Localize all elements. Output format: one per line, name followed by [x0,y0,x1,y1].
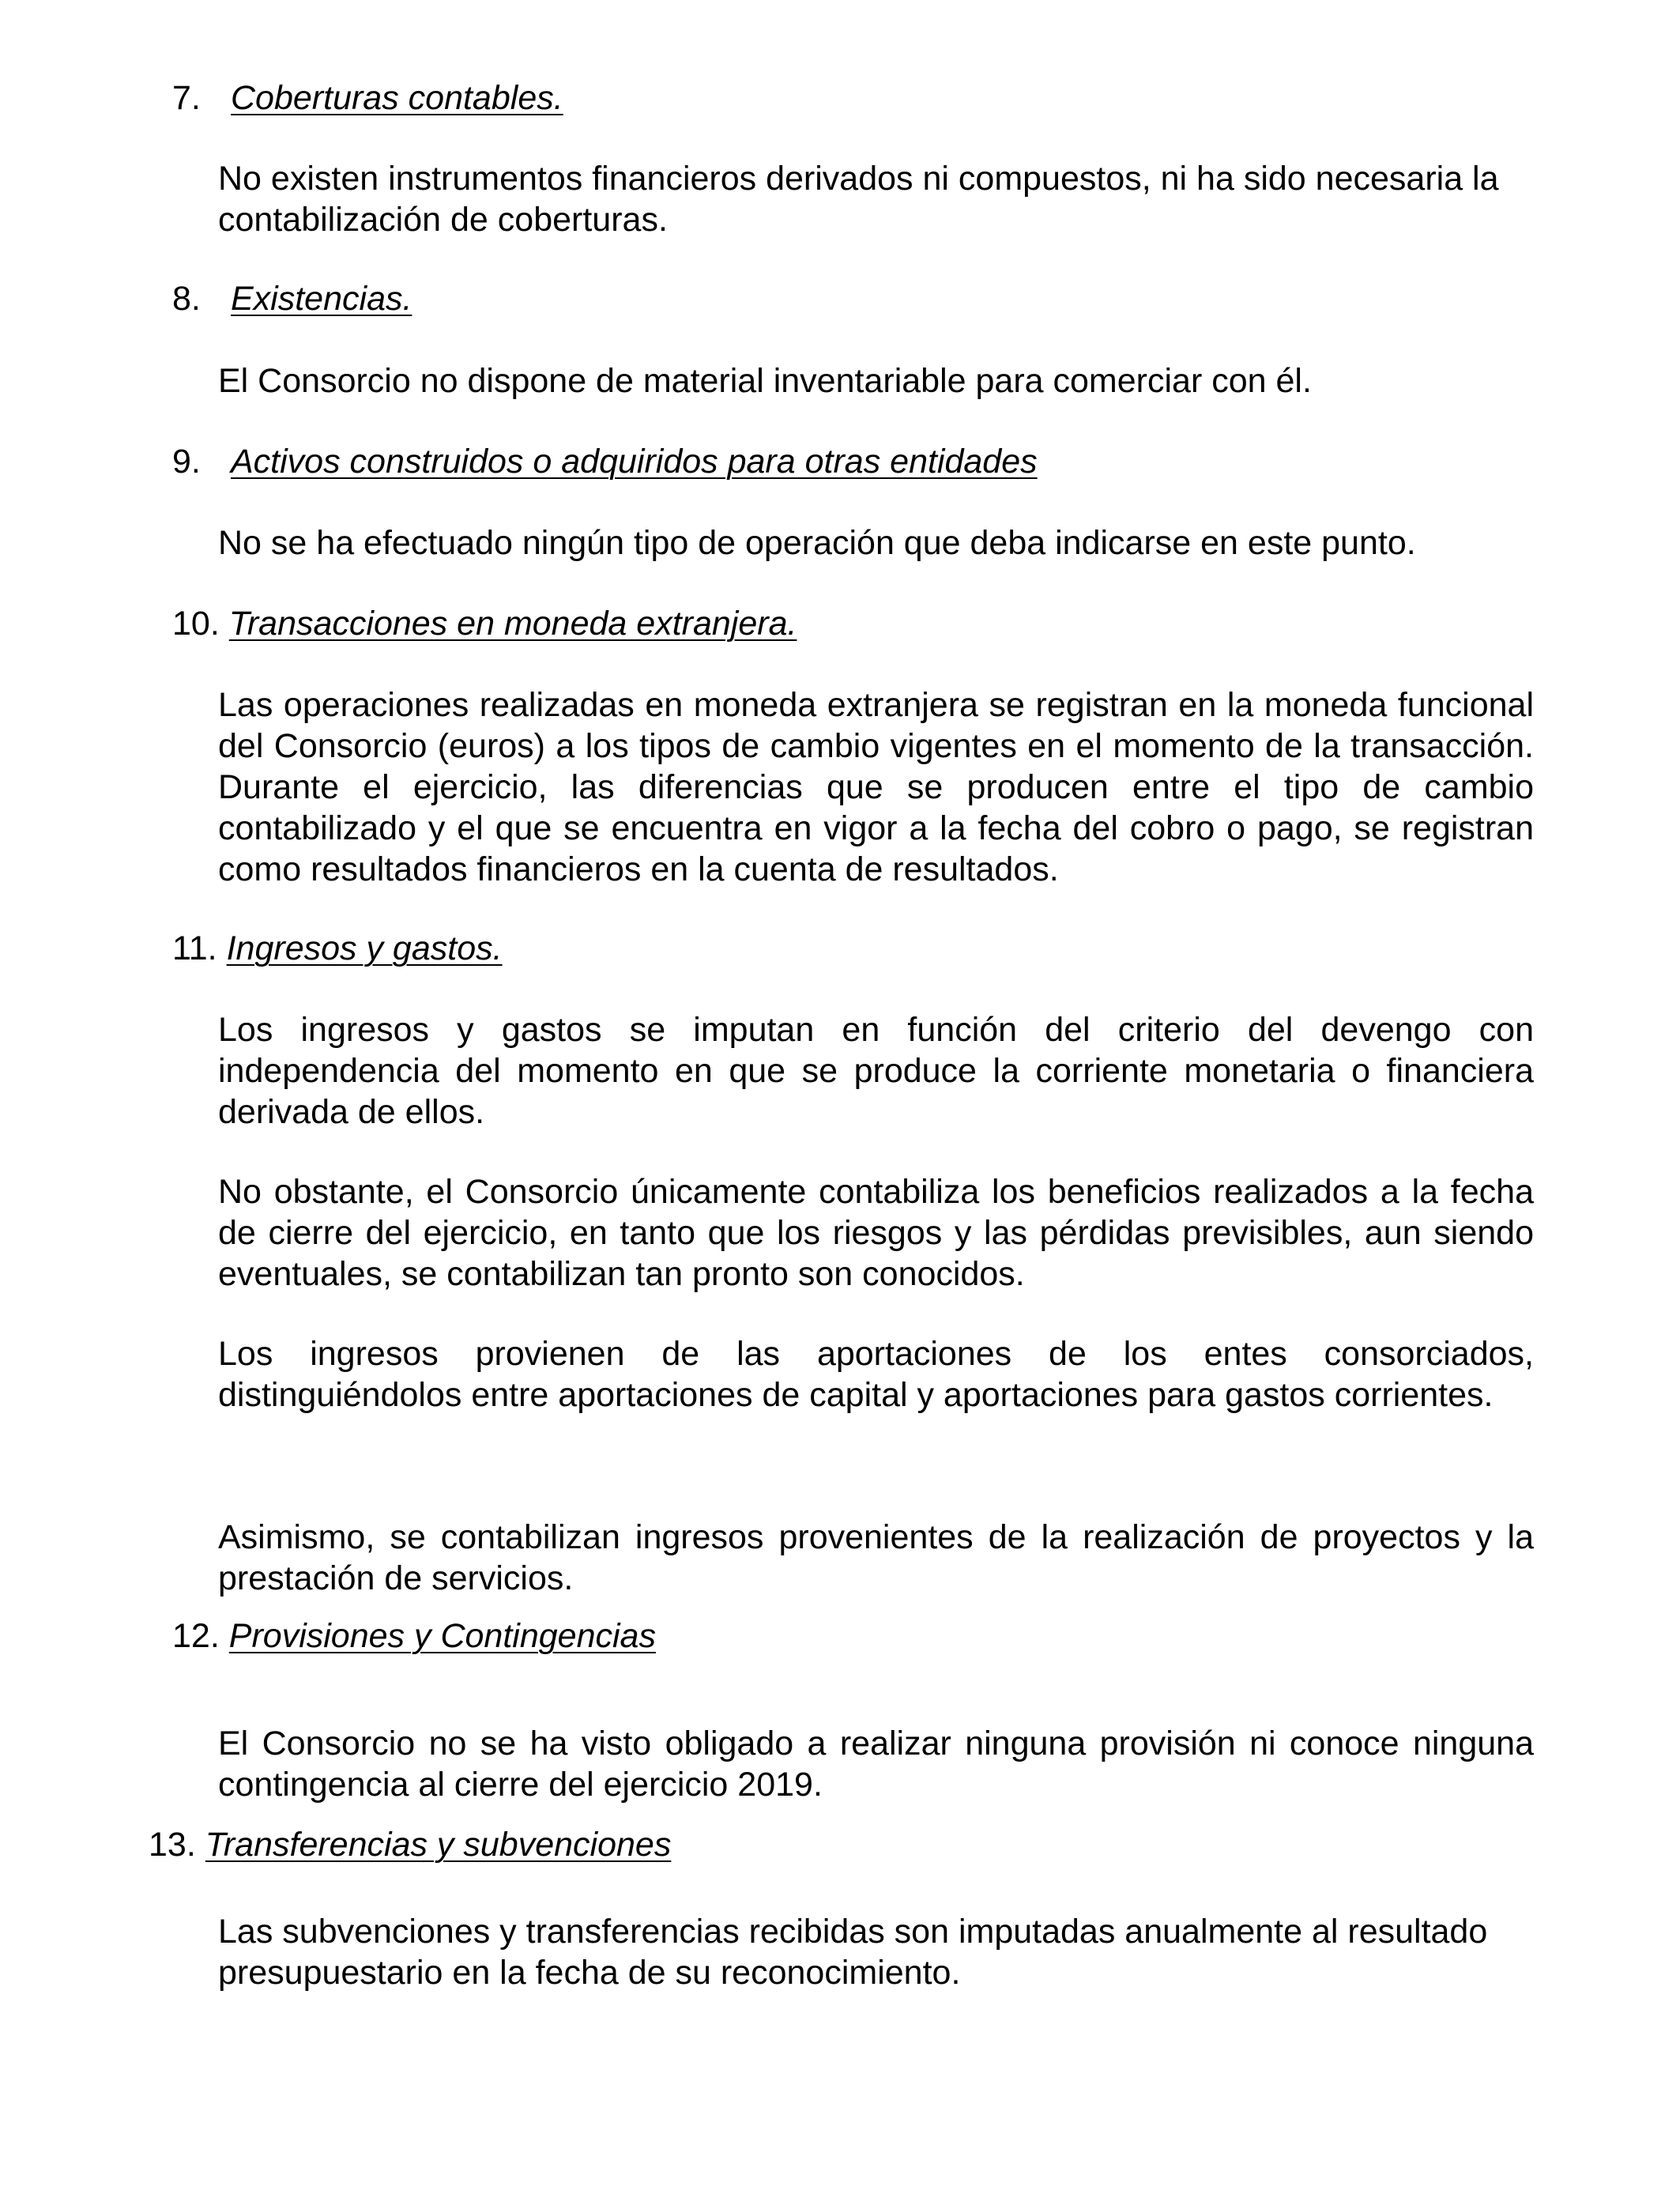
section-paragraph: No se ha efectuado ningún tipo de operación que deba indicarse en este punto. [218,524,1416,562]
section-title: Coberturas contables. [231,79,563,117]
section-paragraph: El Consorcio no se ha visto obligado a realizar ninguna provisión ni conoce ninguna contingencia al cierre del ejercicio 2019. [218,1725,1534,1804]
section-title: Transacciones en moneda extranjera. [228,605,797,643]
section-title: Transferencias y subvenciones [205,1826,672,1864]
section-title: Ingresos y gastos. [226,929,503,967]
section-paragraph: Los ingresos y gastos se imputan en función del criterio del devengo con independencia del momento en que se produce la corriente monetaria o financiera derivada de ellos. [218,1011,1534,1131]
section-heading-12 [172,1615,656,1657]
section-heading-13 [149,1824,671,1865]
section-number: 12. [172,1617,220,1655]
section-heading-8 [172,278,412,319]
section-title: Activos construidos o adquiridos para otras entidades [231,443,1038,481]
section-number: 10. [172,605,220,643]
section-paragraph: El Consorcio no dispone de material inventariable para comerciar con él. [218,362,1312,400]
section-paragraph: No existen instrumentos financieros derivados ni compuestos, ni ha sido necesaria la contabilización de coberturas. [218,160,1499,239]
section-number: 7. [172,79,201,117]
section-heading-9 [172,441,1038,482]
section-paragraph: Las subvenciones y transferencias recibidas son imputadas anualmente al resultado presupuestario en la fecha de su reconocimiento. [218,1913,1488,1992]
section-title: Existencias. [231,280,412,318]
section-heading-11 [172,928,503,969]
section-paragraph: Los ingresos provienen de las aportaciones de los entes consorciados, distinguiéndolos entre aportaciones de capital y aportaciones para gastos corrientes. [218,1335,1534,1414]
section-heading-7 [172,77,563,119]
section-title: Provisiones y Contingencias [228,1617,656,1655]
section-number: 9. [172,443,201,481]
section-heading-10 [172,603,797,644]
section-number: 13. [149,1826,196,1864]
section-paragraph: Asimismo, se contabilizan ingresos provenientes de la realización de proyectos y la prestación de servicios. [218,1518,1534,1597]
section-number: 11. [172,929,217,967]
section-number: 8. [172,280,201,318]
section-paragraph: No obstante, el Consorcio únicamente contabiliza los beneficios realizados a la fecha de cierre del ejercicio, en tanto que los riesgos y las pérdidas previsibles, aun siendo eventuales, se contabilizan tan pronto son conocidos. [218,1173,1534,1293]
section-paragraph: Las operaciones realizadas en moneda extranjera se registran en la moneda funcional del Consorcio (euros) a los tipos de cambio vigentes en el momento de la transacción. Durante el ejercicio, las diferencias que se producen entre el tipo de cambio contabilizado y el que se encuentra en vigor a la fecha del cobro o pago, se registran como resultados financieros en la cuenta de resultados. [218,686,1534,888]
